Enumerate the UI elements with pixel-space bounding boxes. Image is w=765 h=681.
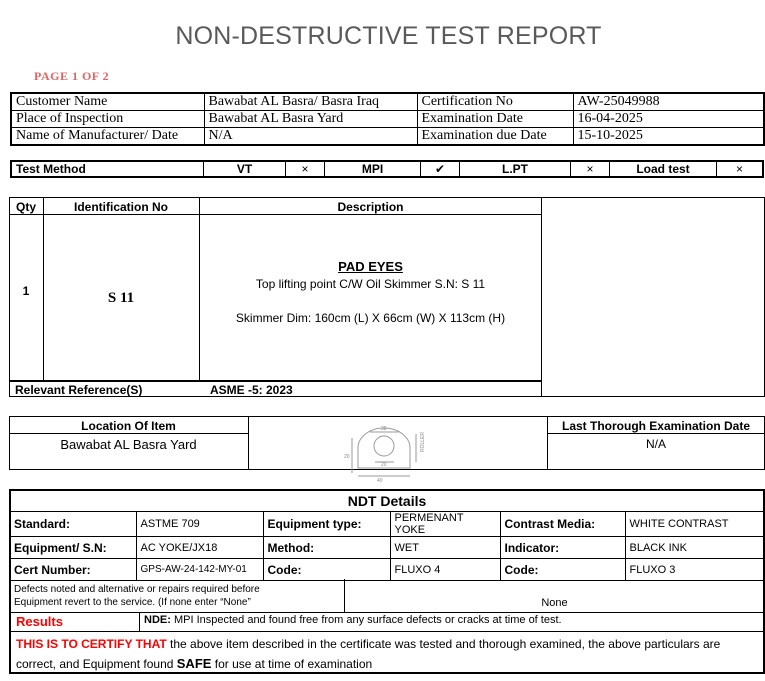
code-value-1: FLUXO 4: [390, 559, 500, 581]
last-exam-value: N/A: [645, 437, 666, 451]
nde-result: [144, 614, 562, 626]
place-of-inspection-label: Place of Inspection: [11, 111, 204, 128]
equipment-type-label: Equipment type:: [263, 512, 390, 537]
test-method-table: [10, 160, 764, 178]
certify-safe: SAFE: [176, 656, 212, 671]
manufacturer-label: Name of Manufacturer/ Date: [11, 128, 204, 146]
method-label: Method:: [263, 537, 390, 559]
code-value-2: FLUXO 3: [629, 563, 676, 576]
nde-label: NDE:: [144, 614, 171, 626]
location-value: Bawabat AL Basra Yard: [60, 437, 197, 452]
certify-text-1: the above item described in the certificate was tested and thorough examined, the above particulars are: [166, 637, 721, 651]
relevant-reference-value: ASME -5: 2023: [210, 383, 293, 397]
page-number: PAGE 1 OF 2: [34, 69, 110, 83]
report-title: NON-DESTRUCTIVE TEST REPORT: [175, 22, 602, 50]
method-lpt: L.PT: [460, 161, 571, 177]
standard-label: Standard:: [10, 512, 136, 537]
drawing-roller-label: ROLLER: [420, 431, 426, 452]
description-title: PAD EYES: [338, 259, 403, 274]
indicator-value: BLACK INK: [629, 541, 687, 554]
location-header: Location Of Item: [81, 419, 176, 433]
results-label: Results: [16, 614, 63, 629]
defects-label: [14, 583, 260, 609]
certify-heading: THIS IS TO CERTIFY THAT: [16, 637, 167, 651]
identification-value: S 11: [107, 290, 135, 306]
certify-text-2b: for use at time of examination: [211, 657, 373, 671]
certify-text-2a: correct, and Equipment found: [16, 657, 177, 671]
manufacturer-value: N/A: [204, 128, 417, 146]
examination-date-label: Examination Date: [417, 111, 573, 128]
method-lpt-mark: ×: [571, 161, 610, 177]
standard-value: ASTME 709: [136, 512, 263, 537]
indicator-label: Indicator:: [500, 537, 625, 559]
description-line-2: Skimmer Dim: 160cm (L) X 66cm (W) X 113cm (H): [235, 311, 506, 325]
last-exam-header: Last Thorough Examination Date: [561, 419, 750, 433]
item-side-box: [541, 197, 765, 397]
equipment-sn-value: AC YOKE/JX18: [136, 537, 263, 559]
method-load-test: Load test: [610, 161, 717, 177]
certification-no-label: Certification No: [417, 93, 573, 111]
equipment-type-value: PERMENANT YOKE: [390, 512, 500, 537]
test-method-label: Test Method: [11, 161, 204, 177]
method-mpi: MPI: [325, 161, 421, 177]
pad-eye-drawing: [330, 418, 440, 488]
code-label-1: Code:: [263, 559, 390, 581]
method-mpi-checkmark: ✔: [421, 161, 460, 177]
drawing-dim-middle: 20: [381, 462, 387, 468]
examination-date-value: 16-04-2025: [577, 111, 643, 126]
code-label-2: Code:: [500, 559, 625, 581]
defects-value: None: [541, 597, 568, 609]
defects-label-line-2: Equipment revert to the service. (If none enter “None”: [14, 597, 251, 608]
qty-header: Qty: [15, 200, 36, 214]
nde-text: MPI Inspected and found free from any surface defects or cracks at time of test.: [173, 614, 562, 626]
method-vt: VT: [204, 161, 286, 177]
contrast-media-value: WHITE CONTRAST: [629, 518, 729, 530]
ndt-details-title: NDT Details: [347, 493, 427, 509]
method-value: WET: [390, 537, 500, 559]
customer-name-label: Customer Name: [11, 93, 204, 111]
certification-statement: [16, 635, 761, 674]
place-of-inspection-value: Bawabat AL Basra Yard: [204, 111, 417, 128]
method-vt-mark: ×: [286, 161, 325, 177]
cert-number-value: GPS-AW-24-142-MY-01: [136, 559, 263, 581]
drawing-dim-bottom: 40: [377, 478, 383, 484]
examination-due-date-label: Examination due Date: [417, 128, 573, 146]
customer-info-table: [10, 92, 765, 146]
drawing-dim-left: 20: [344, 454, 350, 460]
method-load-test-mark: ×: [735, 162, 743, 176]
customer-name-value: Bawabat AL Basra/ Basra Iraq: [204, 93, 417, 111]
description-line-1: Top lifting point C/W Oil Skimmer S.N: S 11: [255, 277, 486, 291]
identification-header: Identification No: [74, 200, 168, 214]
relevant-reference-label: Relevant Reference(S): [15, 383, 143, 397]
equipment-sn-label: Equipment/ S.N:: [10, 537, 136, 559]
contrast-media-label: Contrast Media:: [500, 512, 625, 537]
qty-value: 1: [22, 284, 30, 298]
ndt-details-table: [10, 512, 764, 581]
examination-due-date-value: 15-10-2025: [577, 128, 643, 143]
certification-no-value: AW-25049988: [577, 94, 660, 109]
cert-number-label: Cert Number:: [10, 559, 136, 581]
drawing-dim-top: 38: [381, 426, 387, 432]
description-header: Description: [337, 200, 404, 214]
defects-label-line-1: Defects noted and alternative or repairs required before: [14, 584, 260, 595]
